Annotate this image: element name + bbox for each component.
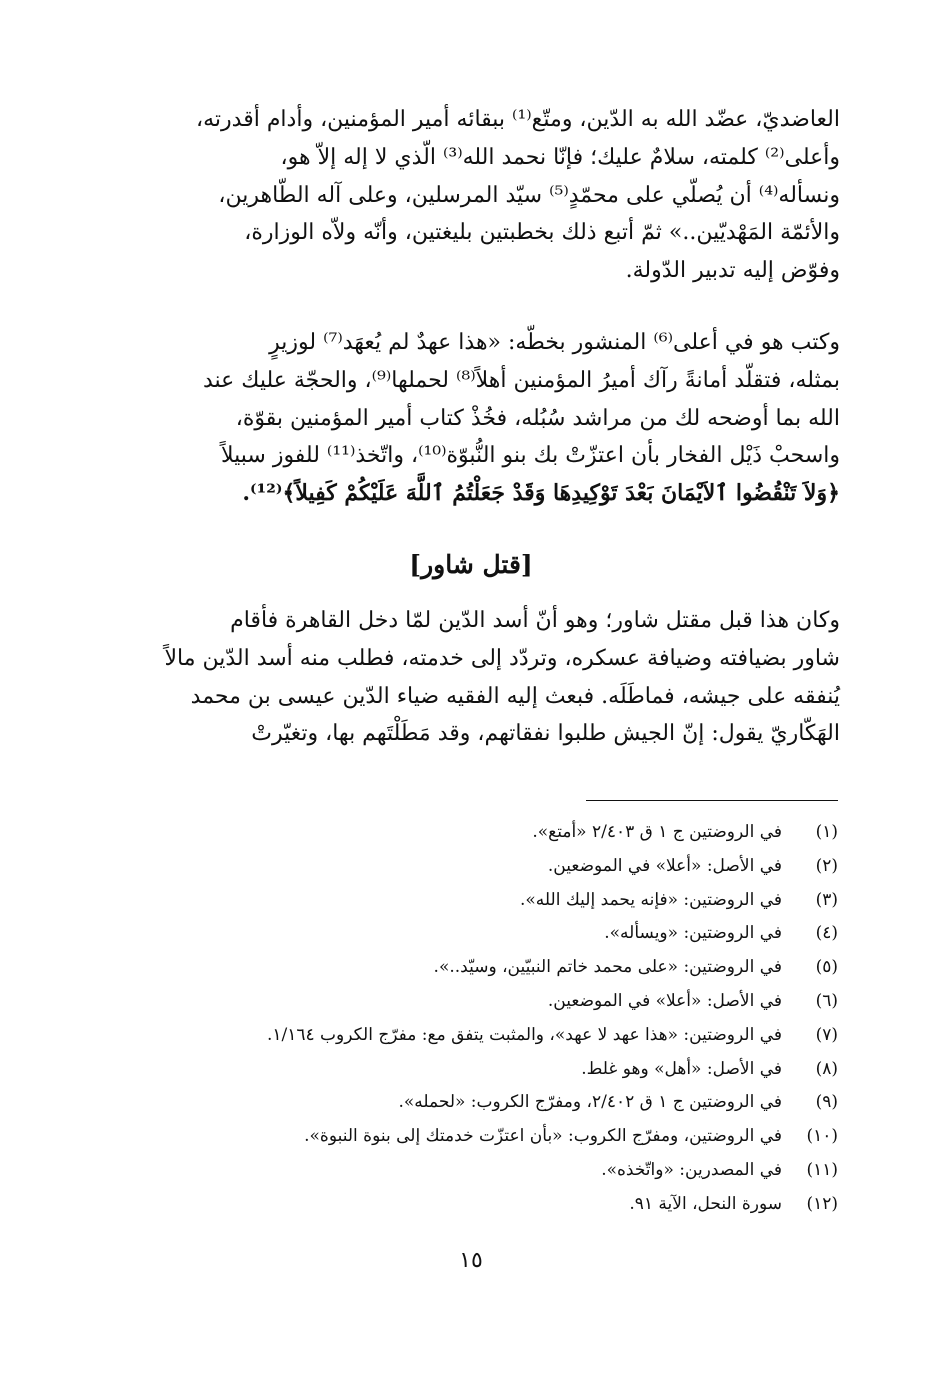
paragraph-1 xyxy=(112,101,840,290)
footnote-text: في الروضتين، ومفرّج الكروب: «بأن اعتزّت خدمتك إلى بنوة النبوة». xyxy=(304,1126,782,1147)
footnote xyxy=(118,1019,838,1053)
footnote-number: (١) xyxy=(815,822,838,842)
footnote-text: في المصدرين: «واتّخذه». xyxy=(601,1159,782,1180)
footnote-separator xyxy=(586,800,838,801)
footnote-number: (١٠) xyxy=(806,1126,838,1147)
footnote xyxy=(118,1053,838,1087)
footnote-number: (٦) xyxy=(815,990,838,1011)
text-line: العاضديّ، عضّد الله به الدّين، ومتّع⁽¹⁾ ببقائه أمير المؤمنين، وأدام أقدرته، xyxy=(196,107,840,132)
footnote-number: (٨) xyxy=(815,1058,838,1079)
text-line: شاور بضيافته وضيافة عسكره، وتردّد إلى خدمته، فطلب منه أسد الدّين مالاً xyxy=(164,645,840,671)
footnote-number: (٢) xyxy=(815,855,838,876)
page-number: ١٥ xyxy=(459,1248,483,1273)
footnote xyxy=(118,1086,838,1120)
footnote-number: (٥) xyxy=(815,957,838,978)
footnotes-list xyxy=(118,816,838,1222)
text-line: بمثله، فتقلّد أمانةً رآك أميرُ المؤمنين أهلاً⁽⁸⁾ لحملها⁽⁹⁾، والحجّة عليك عند xyxy=(203,367,840,393)
footnote xyxy=(118,816,838,850)
text-line: والأئمّة المَهْديّين..» ثمّ أتبع ذلك بخطبتين بليغتين، وأنّه ولاّه الوزارة، xyxy=(244,220,840,246)
footnote-text: في الروضتين: «ويسأله». xyxy=(604,923,782,944)
footnote-number: (٧) xyxy=(815,1024,838,1045)
footnote-number: (٩) xyxy=(815,1092,838,1113)
section-heading: [قتل شاور] xyxy=(409,550,533,579)
text-line: يُنفقه على جيشه، فماطَلَه. فبعث إليه الفقيه ضياء الدّين عيسى بن محمد xyxy=(190,683,840,709)
footnote-text: في الروضتين: «فإنه يحمد إليك الله». xyxy=(520,889,782,910)
footnote xyxy=(118,1154,838,1188)
text-line: وأعلى⁽²⁾ كلمته، سلامٌ عليك؛ فإنّا نحمد الله⁽³⁾ الّذي لا إله إلاّ هو، xyxy=(280,144,840,170)
footnote-text: في الروضتين: «هذا عهد لا عهد»، والمثبت يتفق مع: مفرّج الكروب ١/١٦٤. xyxy=(266,1024,782,1045)
text-line: ونسأله⁽⁴⁾ أن يُصلّي على محمّدٍ⁽⁵⁾ سيّد المرسلين، وعلى آله الطّاهرين، xyxy=(218,182,840,208)
text-line: الهَكّاريّ يقول: إنّ الجيش طلبوا نفقاتهم، وقد مَطَلْتَهم بها، وتغيّرتْ xyxy=(251,721,840,747)
text-line: الله بما أوضحه لك من مراشد سُبُله، فخُذْ كتاب أمير المؤمنين بقوّة، xyxy=(235,405,840,431)
text-line: وفوّض إليه تدبير الدّولة. xyxy=(625,258,840,284)
footnote xyxy=(118,850,838,884)
footnote-number: (١٢) xyxy=(806,1193,838,1214)
footnote xyxy=(118,1120,838,1154)
footnote-text: في الأصل: «أعلا» في الموضعين. xyxy=(547,990,782,1011)
footnote xyxy=(118,1188,838,1222)
footnote-number: (١١) xyxy=(806,1159,838,1180)
footnote-text: سورة النحل، الآية ٩١. xyxy=(629,1193,782,1214)
footnote-number: (٣) xyxy=(815,889,838,910)
footnote xyxy=(118,884,838,918)
paragraph-2 xyxy=(112,324,840,513)
text-line: وكان هذا قبل مقتل شاور؛ وهو أنّ أسد الدّين لمّا دخل القاهرة فأقام xyxy=(230,608,840,633)
footnote xyxy=(118,985,838,1019)
footnote xyxy=(118,917,838,951)
paragraph-3 xyxy=(112,602,840,753)
footnote-text: في الروضتين ج ١ ق ٢/٤٠٢، ومفرّج الكروب: «لحمله». xyxy=(398,1092,782,1113)
footnote-text: في الروضتين ج ١ ق ٢/٤٠٣ «أمتع». xyxy=(532,822,782,842)
footnote-text: في الأصل: «أهل» وهو غلط. xyxy=(581,1058,782,1079)
quran-verse-line: ﴿وَلاَ تَنْقُضُوا ٱلاَيْمَانَ بَعْدَ تَوْكِيدِهَا وَقَدْ جَعَلْتُمُ ٱللَّهَ عَلَيْكُمْ كَفِيلاً﴾⁽¹²⁾. xyxy=(242,480,840,507)
footnote-text: في الأصل: «أعلا» في الموضعين. xyxy=(547,855,782,876)
footnote-number: (٤) xyxy=(815,923,838,944)
text-line: واسحبْ ذَيْل الفخار بأن اعتزّتْ بك بنو النُّبوّة⁽¹⁰⁾، واتّخذ⁽¹¹⁾ للفوز سبيلاً xyxy=(220,443,840,469)
text-line: وكتب هو في أعلى⁽⁶⁾ المنشور بخطّه: «هذا عهدٌ لم يُعهَد⁽⁷⁾ لوزيرٍ xyxy=(269,330,840,355)
footnote-text: في الروضتين: «على محمد خاتم النبيّين، وسيّد..». xyxy=(433,957,782,978)
footnote xyxy=(118,951,838,985)
